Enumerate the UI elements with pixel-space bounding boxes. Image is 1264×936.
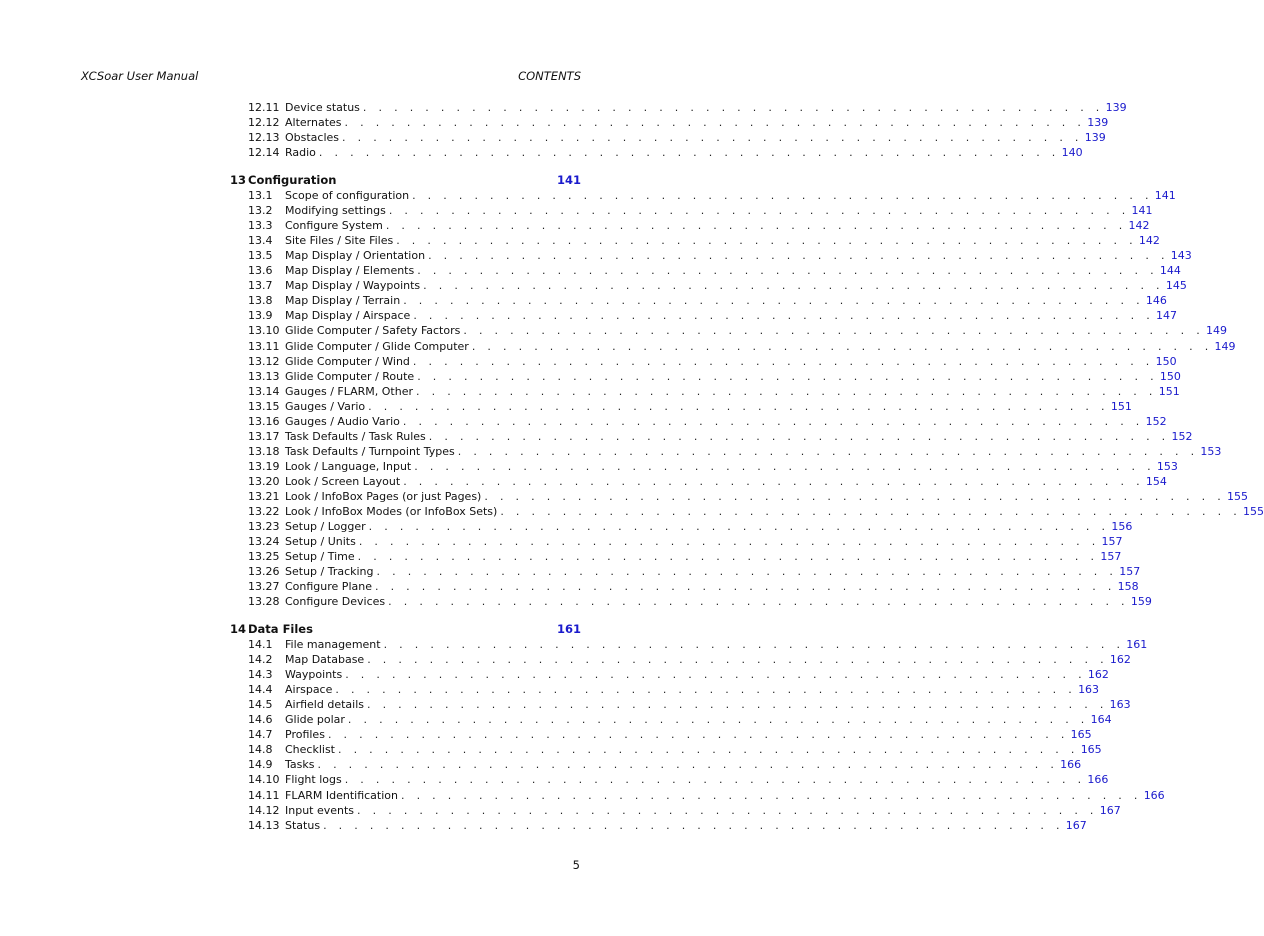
toc-entry-number: 12.12: [248, 116, 280, 130]
toc-dot-leader: . . . . . . . . . . . . . . . . . . . . . . . . . . . . . . . . . . . . . . . . . . . . . . . .: [500, 505, 1242, 519]
toc-dot-leader: . . . . . . . . . . . . . . . . . . . . . . . . . . . . . . . . . . . . . . . . . . . . . . . .: [344, 116, 1086, 130]
toc-entry-number: 13.11: [248, 339, 280, 353]
toc-entry-page-link[interactable]: 153: [1156, 459, 1178, 473]
toc-dot-leader: . . . . . . . . . . . . . . . . . . . . . . . . . . . . . . . . . . . . . . . . . . . . . . . .: [463, 324, 1205, 338]
toc-dot-leader: . . . . . . . . . . . . . . . . . . . . . . . . . . . . . . . . . . . . . . . . . . . . . . . .: [335, 683, 1077, 697]
toc-entry-number: 13.5: [248, 249, 273, 263]
toc-entry-number: 13.1: [248, 189, 273, 202]
toc-entry[interactable]: [248, 293, 1167, 308]
toc-chapter-page-link[interactable]: 141: [556, 173, 581, 187]
toc-dot-leader: . . . . . . . . . . . . . . . . . . . . . . . . . . . . . . . . . . . . . . . . . . . . . . . .: [362, 101, 1104, 114]
toc-entry-title[interactable]: Map Display / Orientation: [285, 249, 426, 263]
toc-entry-title[interactable]: Look / Language, Input: [285, 459, 412, 473]
toc-entry-number: 13.2: [248, 204, 273, 218]
toc-entry-title[interactable]: Setup / Tracking: [285, 565, 374, 579]
toc-dot-leader: . . . . . . . . . . . . . . . . . . . . . . . . . . . . . . . . . . . . . . . . . . . . . . . .: [317, 758, 1059, 772]
toc-chapter-title[interactable]: Data Files: [248, 622, 313, 636]
toc-entry-title[interactable]: Glide Computer / Route: [285, 369, 415, 383]
toc-entry-number: 14.13: [248, 818, 280, 832]
toc-entry-page-link[interactable]: 141: [1154, 189, 1176, 202]
toc-dot-leader: . . . . . . . . . . . . . . . . . . . . . . . . . . . . . . . . . . . . . . . . . . . . . . . .: [417, 369, 1158, 383]
toc-entry[interactable]: [248, 130, 1106, 145]
toc-dot-leader: . . . . . . . . . . . . . . . . . . . . . . . . . . . . . . . . . . . . . . . . . . . . . . . .: [403, 294, 1144, 308]
toc-entry-title[interactable]: Setup / Time: [285, 550, 355, 564]
toc-entry[interactable]: [248, 474, 1167, 489]
toc-entry-title[interactable]: Input events: [285, 803, 355, 817]
toc-entry-title[interactable]: Radio: [285, 146, 316, 160]
toc-dot-leader: . . . . . . . . . . . . . . . . . . . . . . . . . . . . . . . . . . . . . . . . . . . . . . . .: [385, 219, 1127, 233]
toc-entry[interactable]: [248, 727, 1092, 742]
toc-dot-leader: . . . . . . . . . . . . . . . . . . . . . . . . . . . . . . . . . . . . . . . . . . . . . . . .: [345, 668, 1086, 682]
toc-entry-number: 14.6: [248, 713, 273, 727]
toc-entry-title[interactable]: Tasks: [285, 758, 315, 772]
toc-entry[interactable]: [248, 444, 1222, 459]
running-header-title: XCSoar User Manual: [81, 69, 199, 83]
toc-dot-leader: . . . . . . . . . . . . . . . . . . . . . . . . . . . . . . . . . . . . . . . . . . . . . . . .: [413, 309, 1155, 323]
toc-entry-number: 13.4: [248, 234, 273, 248]
toc-entry-title[interactable]: Setup / Logger: [285, 520, 366, 534]
toc-entry[interactable]: [248, 263, 1181, 278]
toc-entry[interactable]: [248, 218, 1150, 233]
toc-entry-number: 14.9: [248, 758, 273, 772]
toc-entry-title[interactable]: FLARM Identification: [285, 788, 398, 802]
toc-entry-page-link[interactable]: 155: [1227, 490, 1249, 503]
toc-entry-number: 13.22: [248, 505, 280, 519]
toc-entry-page-link[interactable]: 155: [1243, 505, 1264, 519]
toc-entry[interactable]: [248, 594, 1152, 609]
toc-entry[interactable]: [248, 369, 1181, 384]
toc-entry[interactable]: [248, 504, 1264, 519]
toc-entry[interactable]: [248, 788, 1165, 803]
toc-entry-title[interactable]: Profiles: [285, 728, 325, 742]
toc-entry[interactable]: [248, 308, 1178, 323]
toc-dot-leader: . . . . . . . . . . . . . . . . . . . . . . . . . . . . . . . . . . . . . . . . . . . . . . . .: [327, 728, 1069, 742]
toc-entry-number: 14.5: [248, 698, 273, 712]
toc-dot-leader: . . . . . . . . . . . . . . . . . . . . . . . . . . . . . . . . . . . . . . . . . . . . . . . .: [388, 595, 1129, 609]
toc-entry[interactable]: [248, 757, 1082, 772]
toc-entry-page-link[interactable]: 157: [1100, 550, 1122, 564]
toc-entry[interactable]: [248, 188, 1176, 203]
toc-dot-leader: . . . . . . . . . . . . . . . . . . . . . . . . . . . . . . . . . . . . . . . . . . . . . . . .: [388, 204, 1130, 218]
toc-entry-number: 14.11: [248, 788, 280, 802]
toc-entry[interactable]: [248, 145, 1083, 160]
toc-dot-leader: . . . . . . . . . . . . . . . . . . . . . . . . . . . . . . . . . . . . . . . . . . . . . . . .: [402, 414, 1144, 428]
toc-entry-number: 13.6: [248, 264, 273, 278]
toc-entry-number: 14.3: [248, 668, 273, 682]
toc-entry-title[interactable]: Setup / Units: [285, 535, 356, 549]
toc-entry[interactable]: [248, 233, 1160, 248]
toc-entry-title[interactable]: Map Display / Elements: [285, 264, 415, 278]
toc-entry-page-link[interactable]: 150: [1155, 354, 1177, 368]
toc-entry-title[interactable]: Gauges / Vario: [285, 399, 366, 413]
toc-entry[interactable]: [248, 203, 1153, 218]
toc-entry-number: 14.1: [248, 638, 273, 651]
toc-entry-title[interactable]: Configure Plane: [285, 580, 372, 594]
toc-entry[interactable]: [248, 803, 1121, 818]
toc-entry-number: 13.10: [248, 324, 280, 338]
toc-entry[interactable]: [248, 742, 1102, 757]
toc-entry-page-link[interactable]: 166: [1143, 788, 1165, 802]
toc-entry-number: 13.19: [248, 459, 280, 473]
toc-dot-leader: . . . . . . . . . . . . . . . . . . . . . . . . . . . . . . . . . . . . . . . . . . . . . . . .: [423, 279, 1164, 293]
toc-entry[interactable]: [248, 115, 1109, 130]
toc-entry-number: 13.26: [248, 565, 280, 579]
toc-entry-title[interactable]: Map Database: [285, 653, 365, 667]
toc-entry-page-link[interactable]: 152: [1145, 414, 1167, 428]
toc-entry-page-link[interactable]: 144: [1159, 264, 1181, 278]
toc-entry-number: 13.20: [248, 474, 280, 488]
toc-dot-leader: . . . . . . . . . . . . . . . . . . . . . . . . . . . . . . . . . . . . . . . . . . . . . . . .: [396, 234, 1137, 248]
toc-entry-title[interactable]: Task Defaults / Turnpoint Types: [285, 444, 455, 458]
toc-entry-number: 13.25: [248, 550, 280, 564]
toc-chapter-number: 13: [230, 173, 247, 187]
toc-entry-title[interactable]: Task Defaults / Task Rules: [285, 429, 426, 443]
toc-entry-number: 13.3: [248, 219, 273, 233]
toc-dot-leader: . . . . . . . . . . . . . . . . . . . . . . . . . . . . . . . . . . . . . . . . . . . . . . . .: [323, 818, 1064, 832]
toc-entry[interactable]: [248, 519, 1133, 534]
toc-entry-title[interactable]: Site Files / Site Files: [285, 234, 394, 248]
toc-entry-page-link[interactable]: 139: [1105, 101, 1127, 114]
toc-entry-page-link[interactable]: 165: [1070, 728, 1092, 742]
toc-entry-number: 13.21: [248, 490, 280, 503]
toc-entry-page-link[interactable]: 150: [1159, 369, 1181, 383]
toc-entry-page-link[interactable]: 146: [1145, 294, 1167, 308]
toc-chapter-page-link[interactable]: 161: [556, 622, 581, 636]
toc-entry-title[interactable]: Checklist: [285, 743, 335, 757]
toc-entry-page-link[interactable]: 162: [1087, 668, 1109, 682]
toc-entry-page-link[interactable]: 149: [1214, 339, 1236, 353]
toc-entry-page-link[interactable]: 149: [1206, 324, 1228, 338]
toc-entry-page-link[interactable]: 142: [1138, 234, 1160, 248]
toc-entry-title[interactable]: Gauges / Audio Vario: [285, 414, 400, 428]
page-number: 5: [572, 858, 580, 872]
toc-entry-page-link[interactable]: 145: [1165, 279, 1187, 293]
toc-entry[interactable]: [248, 399, 1132, 414]
toc-dot-leader: . . . . . . . . . . . . . . . . . . . . . . . . . . . . . . . . . . . . . . . . . . . . . . . .: [366, 698, 1108, 712]
toc-entry-page-link[interactable]: 157: [1119, 565, 1141, 579]
toc-dot-leader: . . . . . . . . . . . . . . . . . . . . . . . . . . . . . . . . . . . . . . . . . . . . . . . .: [471, 339, 1213, 353]
toc-entry-title[interactable]: Airfield details: [285, 698, 364, 712]
toc-entry-title[interactable]: Map Display / Airspace: [285, 309, 411, 323]
toc-dot-leader: . . . . . . . . . . . . . . . . . . . . . . . . . . . . . . . . . . . . . . . . . . . . . . . .: [416, 384, 1157, 398]
toc-entry-page-link[interactable]: 158: [1117, 580, 1139, 594]
toc-entry-title[interactable]: Configure System: [285, 219, 383, 233]
toc-entry-title[interactable]: Map Display / Waypoints: [285, 279, 421, 293]
toc-dot-leader: . . . . . . . . . . . . . . . . . . . . . . . . . . . . . . . . . . . . . . . . . . . . . . . .: [401, 788, 1142, 802]
toc-entry-title[interactable]: Look / InfoBox Pages (or just Pages): [285, 490, 482, 503]
toc-entry-page-link[interactable]: 139: [1084, 131, 1106, 145]
toc-entry-number: 14.4: [248, 683, 273, 697]
toc-entry-number: 13.7: [248, 279, 273, 293]
toc-dot-leader: . . . . . . . . . . . . . . . . . . . . . . . . . . . . . . . . . . . . . . . . . . . . . . . .: [414, 459, 1155, 473]
toc-entry-page-link[interactable]: 140: [1061, 146, 1083, 160]
toc-entry[interactable]: [248, 579, 1139, 594]
toc-dot-leader: . . . . . . . . . . . . . . . . . . . . . . . . . . . . . . . . . . . . . . . . . . . . . . . .: [358, 535, 1100, 549]
toc-entry-page-link[interactable]: 164: [1090, 713, 1112, 727]
toc-chapter-number: 14: [230, 622, 247, 636]
toc-entry-number: 12.13: [248, 131, 280, 145]
toc-entry-number: 13.12: [248, 354, 280, 368]
toc-dot-leader: . . . . . . . . . . . . . . . . . . . . . . . . . . . . . . . . . . . . . . . . . . . . . . . .: [428, 249, 1169, 263]
toc-dot-leader: . . . . . . . . . . . . . . . . . . . . . . . . . . . . . . . . . . . . . . . . . . . . . . . .: [368, 520, 1110, 534]
toc-dot-leader: . . . . . . . . . . . . . . . . . . . . . . . . . . . . . . . . . . . . . . . . . . . . . . . .: [403, 474, 1144, 488]
toc-entry[interactable]: [248, 489, 1249, 504]
toc-entry-title[interactable]: Glide Computer / Glide Computer: [285, 339, 469, 353]
toc-dot-leader: . . . . . . . . . . . . . . . . . . . . . . . . . . . . . . . . . . . . . . . . . . . . . . . .: [347, 713, 1089, 727]
toc-entry[interactable]: [248, 278, 1187, 293]
toc-dot-leader: . . . . . . . . . . . . . . . . . . . . . . . . . . . . . . . . . . . . . . . . . . . . . . . .: [428, 429, 1170, 443]
toc-entry[interactable]: [248, 459, 1178, 474]
toc-entry-page-link[interactable]: 162: [1109, 653, 1131, 667]
toc-entry-number: 13.14: [248, 384, 280, 398]
toc-entry[interactable]: [248, 534, 1123, 549]
toc-entry-number: 13.27: [248, 580, 280, 594]
toc-entry-title[interactable]: File management: [285, 638, 381, 651]
toc-entry-number: 13.13: [248, 369, 280, 383]
toc-entry-number: 14.2: [248, 653, 273, 667]
toc-entry-title[interactable]: Device status: [285, 101, 360, 114]
toc-dot-leader: . . . . . . . . . . . . . . . . . . . . . . . . . . . . . . . . . . . . . . . . . . . . . . . .: [357, 803, 1098, 817]
toc-entry-title[interactable]: Look / InfoBox Modes (or InfoBox Sets): [285, 505, 498, 519]
toc-entry-title[interactable]: Scope of configuration: [285, 189, 410, 202]
toc-entry[interactable]: [248, 339, 1236, 354]
toc-entry-number: 13.16: [248, 414, 280, 428]
toc-entry[interactable]: [248, 429, 1193, 444]
toc-entry-title[interactable]: Gauges / FLARM, Other: [285, 384, 414, 398]
toc-entry[interactable]: [248, 637, 1148, 652]
toc-entry-number: 13.24: [248, 535, 280, 549]
toc-entry-number: 13.17: [248, 429, 280, 443]
toc-entry-page-link[interactable]: 141: [1131, 204, 1153, 218]
toc-dot-leader: . . . . . . . . . . . . . . . . . . . . . . . . . . . . . . . . . . . . . . . . . . . . . . . .: [412, 189, 1153, 202]
toc-dot-leader: . . . . . . . . . . . . . . . . . . . . . . . . . . . . . . . . . . . . . . . . . . . . . . . .: [412, 354, 1154, 368]
toc-entry-page-link[interactable]: 151: [1158, 384, 1180, 398]
toc-entry-number: 13.18: [248, 444, 280, 458]
toc-entry-title[interactable]: Flight logs: [285, 773, 342, 787]
toc-dot-leader: . . . . . . . . . . . . . . . . . . . . . . . . . . . . . . . . . . . . . . . . . . . . . . . .: [318, 146, 1060, 160]
toc-chapter-heading[interactable]: [230, 621, 581, 637]
toc-entry-number: 13.28: [248, 595, 280, 609]
toc-entry-title[interactable]: Status: [285, 818, 321, 832]
toc-entry[interactable]: [248, 100, 1127, 115]
toc-entry-page-link[interactable]: 156: [1111, 520, 1133, 534]
toc-entry-number: 12.11: [248, 101, 280, 114]
toc-entry-number: 13.9: [248, 309, 273, 323]
toc-entry-number: 14.8: [248, 743, 273, 757]
toc-entry-number: 12.14: [248, 146, 280, 160]
toc-entry-page-link[interactable]: 165: [1080, 743, 1102, 757]
toc-entry[interactable]: [248, 682, 1100, 697]
toc-entry-page-link[interactable]: 161: [1126, 638, 1148, 651]
toc-entry-page-link[interactable]: 166: [1087, 773, 1109, 787]
toc-entry-number: 14.12: [248, 803, 280, 817]
toc-entry-page-link[interactable]: 147: [1156, 309, 1178, 323]
toc-dot-leader: . . . . . . . . . . . . . . . . . . . . . . . . . . . . . . . . . . . . . . . . . . . . . . . .: [367, 653, 1108, 667]
toc-entry-title[interactable]: Modifying settings: [285, 204, 386, 218]
toc-entry[interactable]: [248, 414, 1167, 429]
toc-entry-title[interactable]: Obstacles: [285, 131, 340, 145]
toc-entry-page-link[interactable]: 163: [1078, 683, 1100, 697]
toc-dot-leader: . . . . . . . . . . . . . . . . . . . . . . . . . . . . . . . . . . . . . . . . . . . . . . . .: [342, 131, 1083, 145]
toc-entry-page-link[interactable]: 139: [1087, 116, 1109, 130]
toc-entry[interactable]: [248, 354, 1177, 369]
toc-dot-leader: . . . . . . . . . . . . . . . . . . . . . . . . . . . . . . . . . . . . . . . . . . . . . . . .: [376, 565, 1118, 579]
toc-entry-title[interactable]: Configure Devices: [285, 595, 386, 609]
toc-entry-title[interactable]: Glide polar: [285, 713, 345, 727]
toc-entry-page-link[interactable]: 152: [1171, 429, 1193, 443]
toc-entry[interactable]: [248, 248, 1192, 263]
toc-entry[interactable]: [248, 818, 1087, 833]
toc-entry-number: 14.7: [248, 728, 273, 742]
running-header-section: CONTENTS: [518, 69, 581, 83]
toc-entry-page-link[interactable]: 163: [1109, 698, 1131, 712]
toc-dot-leader: . . . . . . . . . . . . . . . . . . . . . . . . . . . . . . . . . . . . . . . . . . . . . . . .: [417, 264, 1158, 278]
toc-dot-leader: . . . . . . . . . . . . . . . . . . . . . . . . . . . . . . . . . . . . . . . . . . . . . . . .: [357, 550, 1099, 564]
toc-entry[interactable]: [248, 772, 1109, 787]
toc-entry-page-link[interactable]: 157: [1101, 535, 1123, 549]
toc-entry[interactable]: [248, 712, 1112, 727]
toc-entry-title[interactable]: Alternates: [285, 116, 342, 130]
toc-dot-leader: . . . . . . . . . . . . . . . . . . . . . . . . . . . . . . . . . . . . . . . . . . . . . . . .: [374, 580, 1116, 594]
toc-dot-leader: . . . . . . . . . . . . . . . . . . . . . . . . . . . . . . . . . . . . . . . . . . . . . . . .: [383, 638, 1125, 651]
toc-entry[interactable]: [248, 564, 1141, 579]
toc-entry-title[interactable]: Map Display / Terrain: [285, 294, 401, 308]
toc-entry-page-link[interactable]: 159: [1130, 595, 1152, 609]
toc-entry[interactable]: [248, 652, 1131, 667]
toc-entry[interactable]: [248, 697, 1131, 712]
toc-entry-page-link[interactable]: 153: [1200, 444, 1222, 458]
toc-entry-page-link[interactable]: 143: [1170, 249, 1192, 263]
toc-entry[interactable]: [248, 323, 1228, 338]
toc-entry-page-link[interactable]: 167: [1099, 803, 1121, 817]
toc-entry[interactable]: [248, 384, 1180, 399]
toc-entry-page-link[interactable]: 142: [1128, 219, 1150, 233]
toc-entry-number: 13.15: [248, 399, 280, 413]
toc-dot-leader: . . . . . . . . . . . . . . . . . . . . . . . . . . . . . . . . . . . . . . . . . . . . . . . .: [484, 490, 1226, 503]
toc-entry[interactable]: [248, 549, 1122, 564]
toc-entry-number: 14.10: [248, 773, 280, 787]
toc-dot-leader: . . . . . . . . . . . . . . . . . . . . . . . . . . . . . . . . . . . . . . . . . . . . . . . .: [368, 399, 1109, 413]
toc-entry-page-link[interactable]: 154: [1145, 474, 1167, 488]
toc-chapter-title[interactable]: Configuration: [248, 173, 337, 187]
toc-entry-number: 13.8: [248, 294, 273, 308]
toc-entry-title[interactable]: Waypoints: [285, 668, 343, 682]
toc-dot-leader: . . . . . . . . . . . . . . . . . . . . . . . . . . . . . . . . . . . . . . . . . . . . . . . .: [457, 444, 1199, 458]
toc-entry-page-link[interactable]: 166: [1060, 758, 1082, 772]
toc-dot-leader: . . . . . . . . . . . . . . . . . . . . . . . . . . . . . . . . . . . . . . . . . . . . . . . .: [344, 773, 1086, 787]
toc-entry-page-link[interactable]: 151: [1110, 399, 1132, 413]
toc-entry-title[interactable]: Look / Screen Layout: [285, 474, 401, 488]
toc-dot-leader: . . . . . . . . . . . . . . . . . . . . . . . . . . . . . . . . . . . . . . . . . . . . . . . .: [338, 743, 1079, 757]
toc-entry-title[interactable]: Airspace: [285, 683, 333, 697]
toc-entry[interactable]: [248, 667, 1109, 682]
toc-entry-title[interactable]: Glide Computer / Safety Factors: [285, 324, 461, 338]
toc-entry-page-link[interactable]: 167: [1065, 818, 1087, 832]
toc-chapter-heading[interactable]: [230, 172, 581, 188]
toc-entry-title[interactable]: Glide Computer / Wind: [285, 354, 410, 368]
toc-entry-number: 13.23: [248, 520, 280, 534]
